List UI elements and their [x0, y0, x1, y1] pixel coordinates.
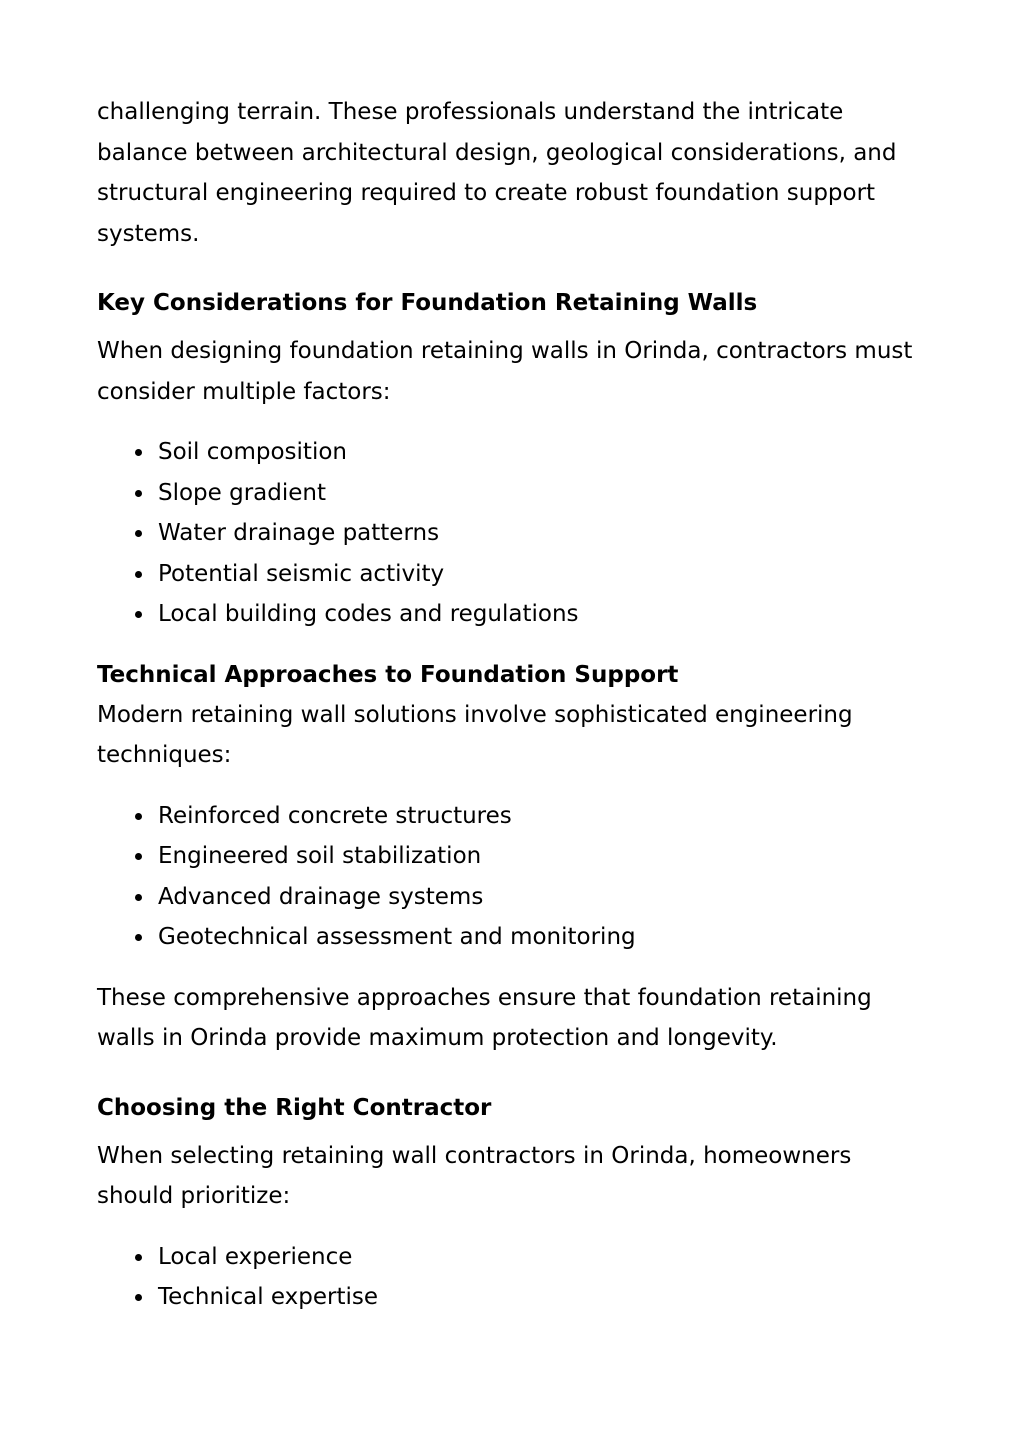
list-item-text: Potential seismic activity	[158, 560, 445, 587]
heading-technical-approaches: Technical Approaches to Foundation Support	[97, 661, 679, 688]
closing-paragraph-technical: These comprehensive approaches ensure that foundation retaining walls in Orinda provide maximum protection and longevity.	[97, 984, 872, 1051]
bullet-icon	[135, 813, 142, 820]
bullet-icon	[135, 894, 142, 901]
list-key-considerations	[97, 432, 927, 635]
list-item-text: Slope gradient	[158, 479, 327, 506]
list-item-text: Technical expertise	[158, 1284, 379, 1310]
heading-choosing-contractor: Choosing the Right Contractor	[97, 1094, 492, 1121]
list-item	[97, 554, 927, 595]
document-page	[97, 92, 927, 1318]
list-item	[97, 594, 927, 635]
list-item	[97, 877, 927, 918]
list-choosing-contractor	[97, 1237, 927, 1318]
bullet-icon	[135, 934, 142, 941]
bullet-icon	[135, 490, 142, 497]
bullet-icon	[135, 1254, 142, 1261]
list-item-text: Engineered soil stabilization	[158, 843, 482, 869]
bullet-icon	[135, 530, 142, 537]
list-item-text: Local experience	[158, 1243, 353, 1270]
paragraph-technical-approaches: Modern retaining wall solutions involve sophisticated engineering techniques:	[97, 701, 853, 768]
list-item	[97, 473, 927, 514]
list-item	[97, 917, 927, 958]
list-item-text: Soil composition	[158, 439, 347, 465]
bullet-icon	[135, 1294, 142, 1301]
bullet-icon	[135, 611, 142, 618]
list-item-text: Local building codes and regulations	[158, 601, 579, 627]
heading-key-considerations: Key Considerations for Foundation Retaining Walls	[97, 290, 758, 316]
list-item	[97, 1277, 927, 1318]
paragraph-choosing-contractor: When selecting retaining wall contractors in Orinda, homeowners should prioritize:	[97, 1142, 852, 1209]
list-item	[97, 1237, 927, 1278]
list-item	[97, 513, 927, 554]
paragraph-key-considerations: When designing foundation retaining walls in Orinda, contractors must consider multiple factors:	[97, 338, 913, 405]
list-technical-approaches	[97, 796, 927, 958]
list-item-text: Reinforced concrete structures	[158, 802, 512, 829]
bullet-icon	[135, 853, 142, 860]
list-item-text: Advanced drainage systems	[158, 883, 484, 910]
bullet-icon	[135, 571, 142, 578]
list-item-text: Water drainage patterns	[158, 520, 440, 546]
list-item	[97, 796, 927, 837]
intro-paragraph: challenging terrain. These professionals understand the intricate balance between architectural design, geological considerations, and structural engineering required to create robust foundation support systems.	[97, 99, 897, 247]
list-item-text: Geotechnical assessment and monitoring	[158, 924, 636, 950]
list-item	[97, 432, 927, 473]
bullet-icon	[135, 449, 142, 456]
list-item	[97, 836, 927, 877]
